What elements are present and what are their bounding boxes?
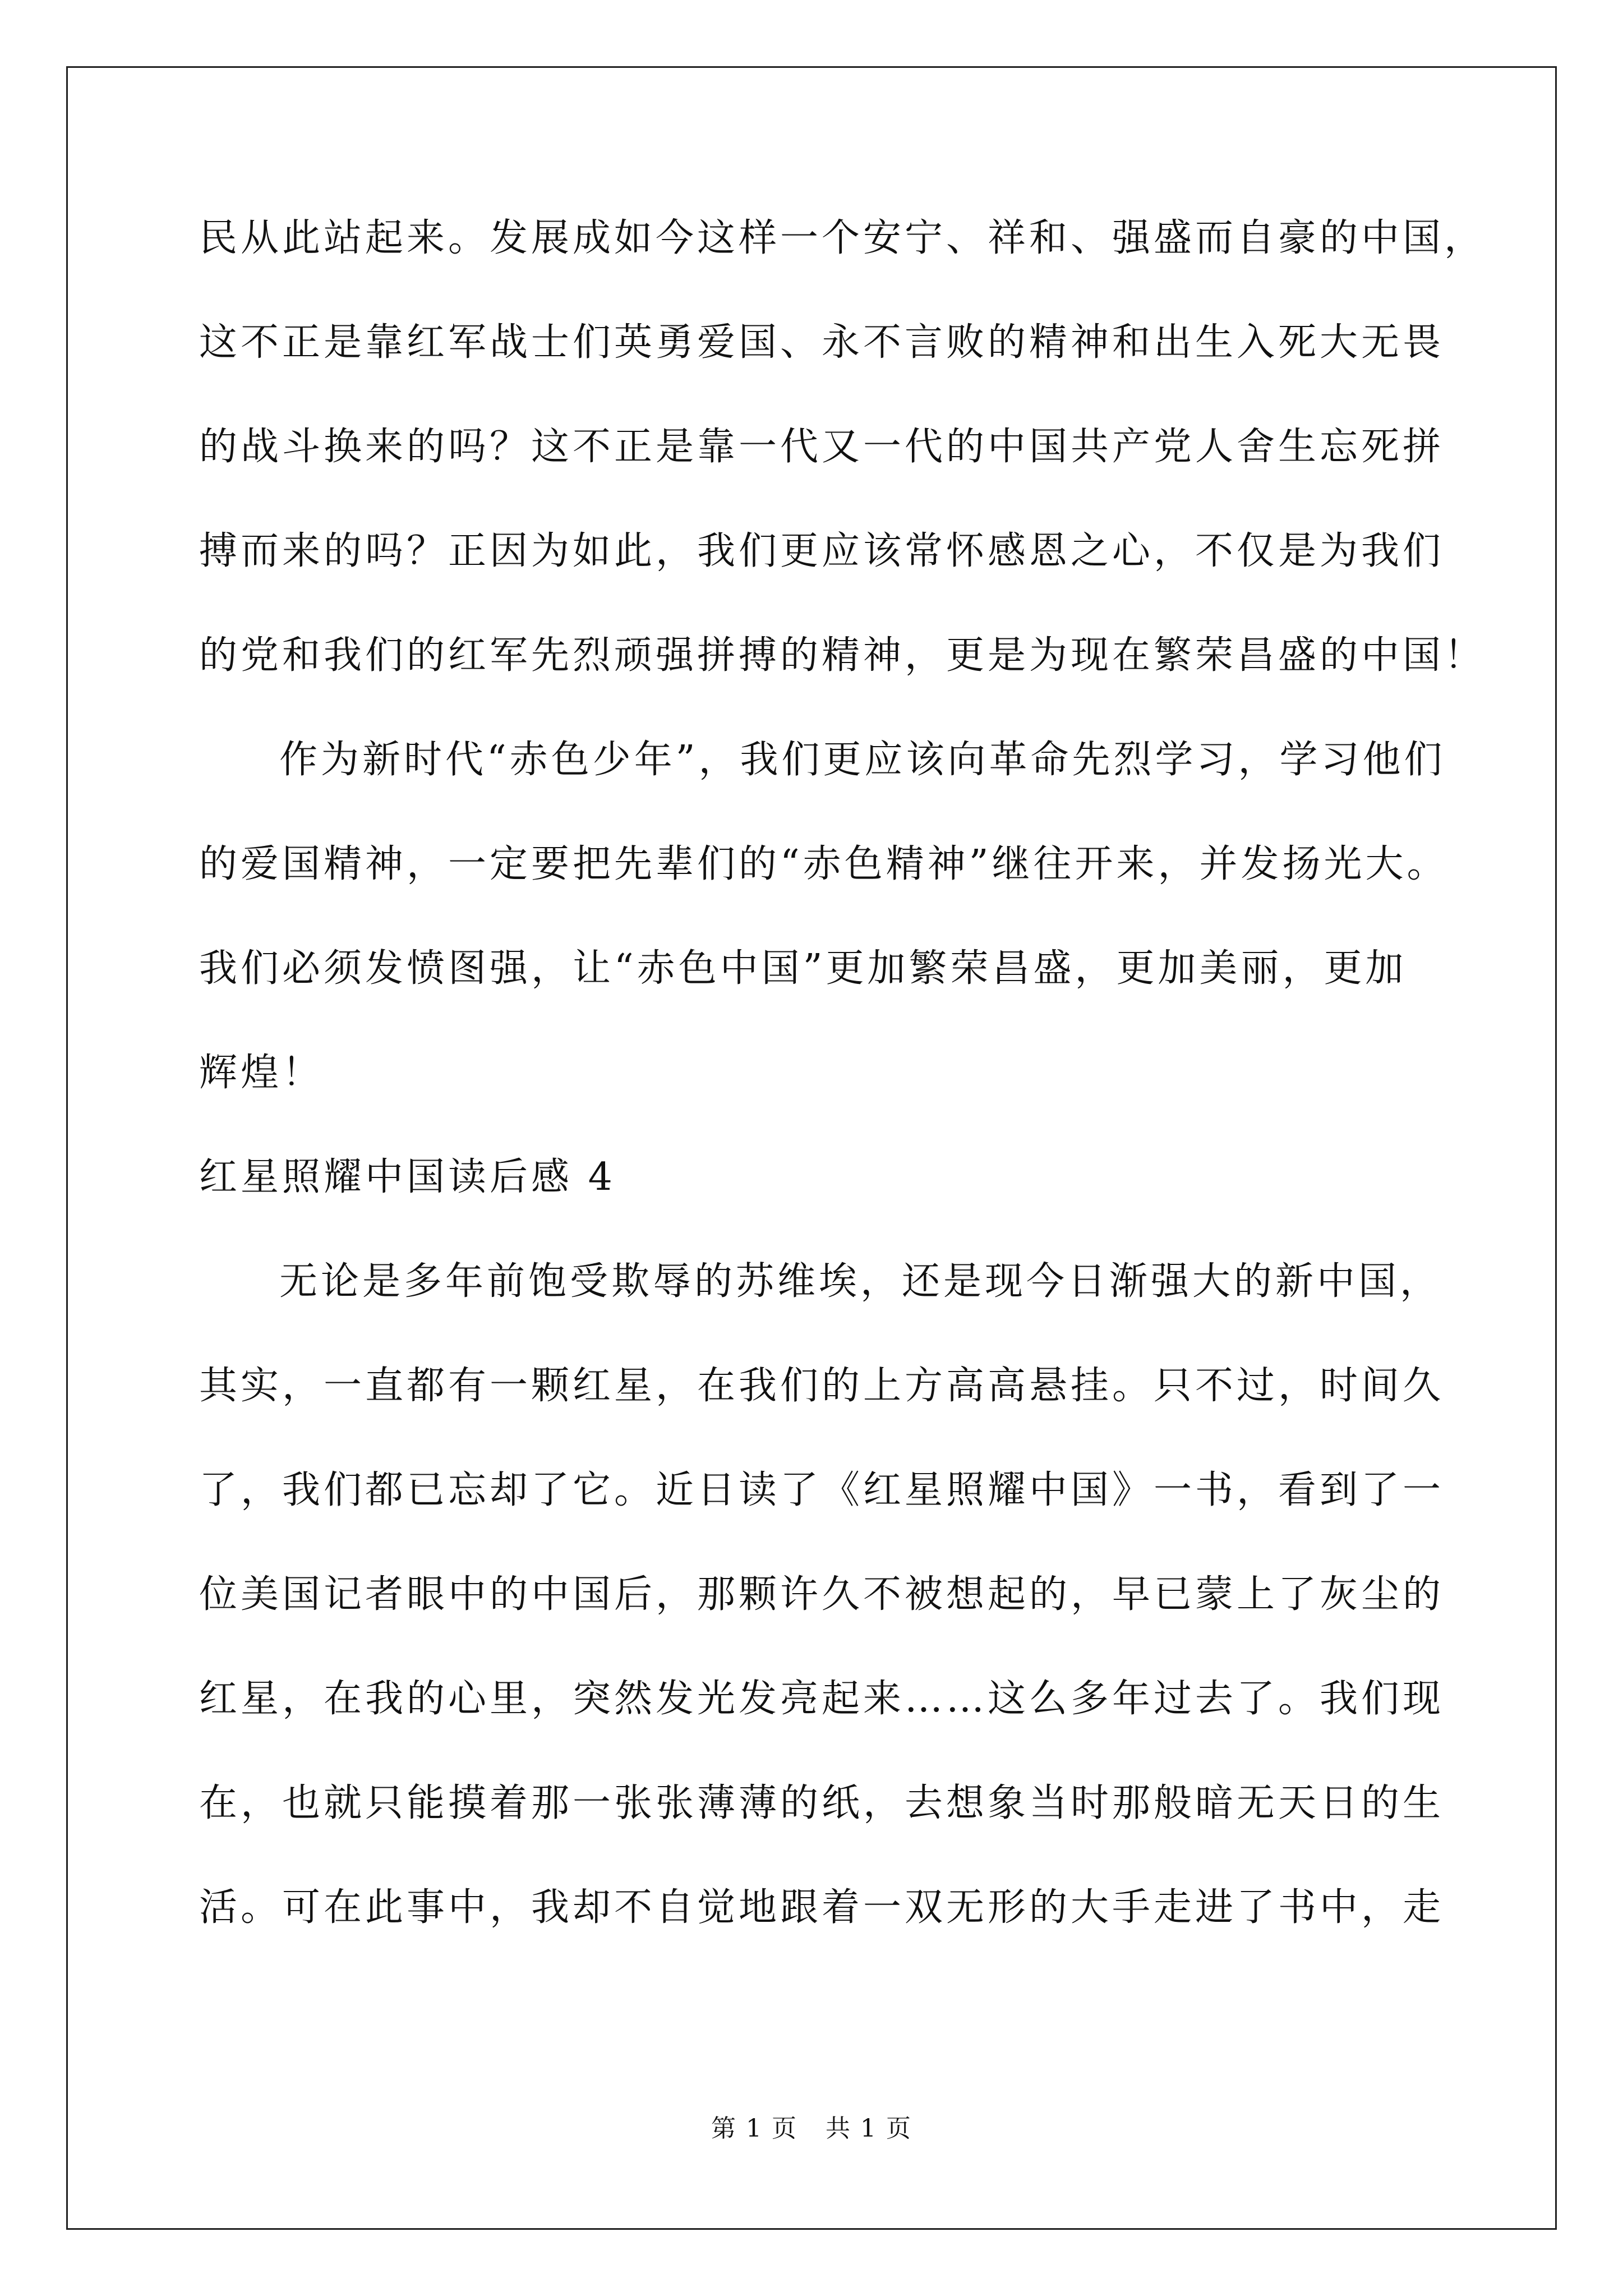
paragraph-line: 搏而来的吗？正因为如此，我们更应该常怀感恩之心，不仅是为我们 <box>199 529 1445 573</box>
paragraph-line: 在，也就只能摸着那一张张薄薄的纸，去想象当时那般暗无天日的生 <box>199 1781 1445 1825</box>
paragraph-line: 其实，一直都有一颗红星，在我们的上方高高悬挂。只不过，时间久 <box>199 1364 1445 1408</box>
paragraph-line: 活。可在此事中，我却不自觉地跟着一双无形的大手走进了书中，走 <box>199 1885 1445 1930</box>
page-total: 共 1 页 <box>826 2114 912 2143</box>
page-footer <box>0 2113 1623 2145</box>
paragraph-line: 了，我们都已忘却了它。近日读了《红星照耀中国》一书，看到了一 <box>199 1468 1445 1512</box>
paragraph-line: 民从此站起来。发展成如今这样一个安宁、祥和、强盛而自豪的中国， <box>199 216 1486 260</box>
paragraph-line: 红星，在我的心里，突然发光发亮起来……这么多年过去了。我们现 <box>199 1677 1445 1721</box>
paragraph-line: 作为新时代“赤色少年”，我们更应该向革命先烈学习，学习他们 <box>279 738 1446 782</box>
paragraph-line: 辉煌！ <box>199 1051 324 1095</box>
paragraph-line: 的战斗换来的吗？这不正是靠一代又一代的中国共产党人舍生忘死拼 <box>199 425 1445 469</box>
paragraph-line: 我们必须发愤图强，让“赤色中国”更加繁荣昌盛，更加美丽，更加 <box>199 946 1407 991</box>
page-number: 第 1 页 <box>711 2114 797 2143</box>
paragraph-line: 位美国记者眼中的中国后，那颗许久不被想起的，早已蒙上了灰尘的 <box>199 1572 1445 1617</box>
section-heading: 红星照耀中国读后感 4 <box>199 1155 616 1199</box>
paragraph-line: 的党和我们的红军先烈顽强拼搏的精神，更是为现在繁荣昌盛的中国！ <box>199 633 1486 678</box>
paragraph-line: 无论是多年前饱受欺辱的苏维埃，还是现今日渐强大的新中国， <box>279 1259 1442 1304</box>
paragraph-line: 的爱国精神，一定要把先辈们的“赤色精神”继往开来，并发扬光大。 <box>199 842 1449 886</box>
paragraph-line: 这不正是靠红军战士们英勇爱国、永不言败的精神和出生入死大无畏 <box>199 320 1445 365</box>
